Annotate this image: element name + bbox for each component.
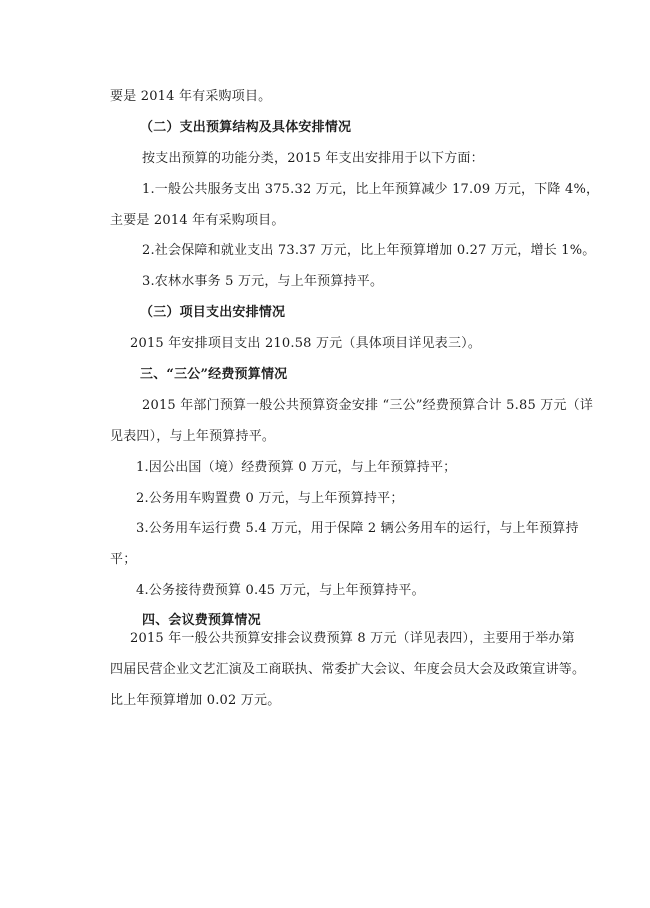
- section-heading-project-expenditure: （三）项目支出安排情况: [140, 305, 286, 320]
- list-item-vehicle-operation: 3.公务用车运行费 5.4 万元，用于保障 2 辆公务用车的运行，与上年预算持: [136, 521, 579, 536]
- list-item-social-security: 2.社会保障和就业支出 73.37 万元，比上年预算增加 0.27 万元，增长 1%。: [142, 243, 596, 258]
- paragraph-intro: 按支出预算的功能分类，2015 年支出安排用于以下方面：: [142, 151, 484, 166]
- paragraph-continuation: 要是 2014 年有采购项目。: [110, 89, 272, 104]
- paragraph-three-public-continuation: 见表四），与上年预算持平。: [110, 429, 276, 444]
- list-item-vehicle-operation-continuation: 平；: [110, 552, 137, 567]
- list-item-general-services-continuation: 主要是 2014 年有采购项目。: [110, 213, 285, 228]
- section-heading-expenditure-structure: （二）支出预算结构及具体安排情况: [140, 120, 352, 135]
- paragraph-project-expenditure: 2015 年安排项目支出 210.58 万元（具体项目详见表三）。: [130, 336, 482, 351]
- paragraph-meeting-expenses-continuation: 四届民营企业文艺汇演及工商联执、常委扩大会议、年度会员大会及政策宣讲等。: [110, 662, 586, 677]
- section-heading-three-public: 三、“三公”经费预算情况: [140, 367, 288, 382]
- paragraph-three-public: 2015 年部门预算一般公共预算资金安排 “三公”经费预算合计 5.85 万元（详: [142, 398, 594, 413]
- section-heading-meeting-expenses: 四、会议费预算情况: [142, 613, 261, 628]
- list-item-agriculture: 3.农林水事务 5 万元，与上年预算持平。: [142, 274, 384, 289]
- list-item-vehicle-purchase: 2.公务用车购置费 0 万元，与上年预算持平；: [136, 491, 404, 506]
- list-item-reception: 4.公务接待费预算 0.45 万元，与上年预算持平。: [136, 583, 425, 598]
- paragraph-meeting-expenses: 2015 年一般公共预算安排会议费预算 8 万元（详见表四），主要用于举办第: [130, 631, 575, 646]
- paragraph-meeting-expenses-end: 比上年预算增加 0.02 万元。: [110, 693, 281, 708]
- list-item-general-services: 1.一般公共服务支出 375.32 万元，比上年预算减少 17.09 万元，下降 4%，: [142, 182, 600, 197]
- list-item-overseas-travel: 1.因公出国（境）经费预算 0 万元，与上年预算持平；: [136, 460, 457, 475]
